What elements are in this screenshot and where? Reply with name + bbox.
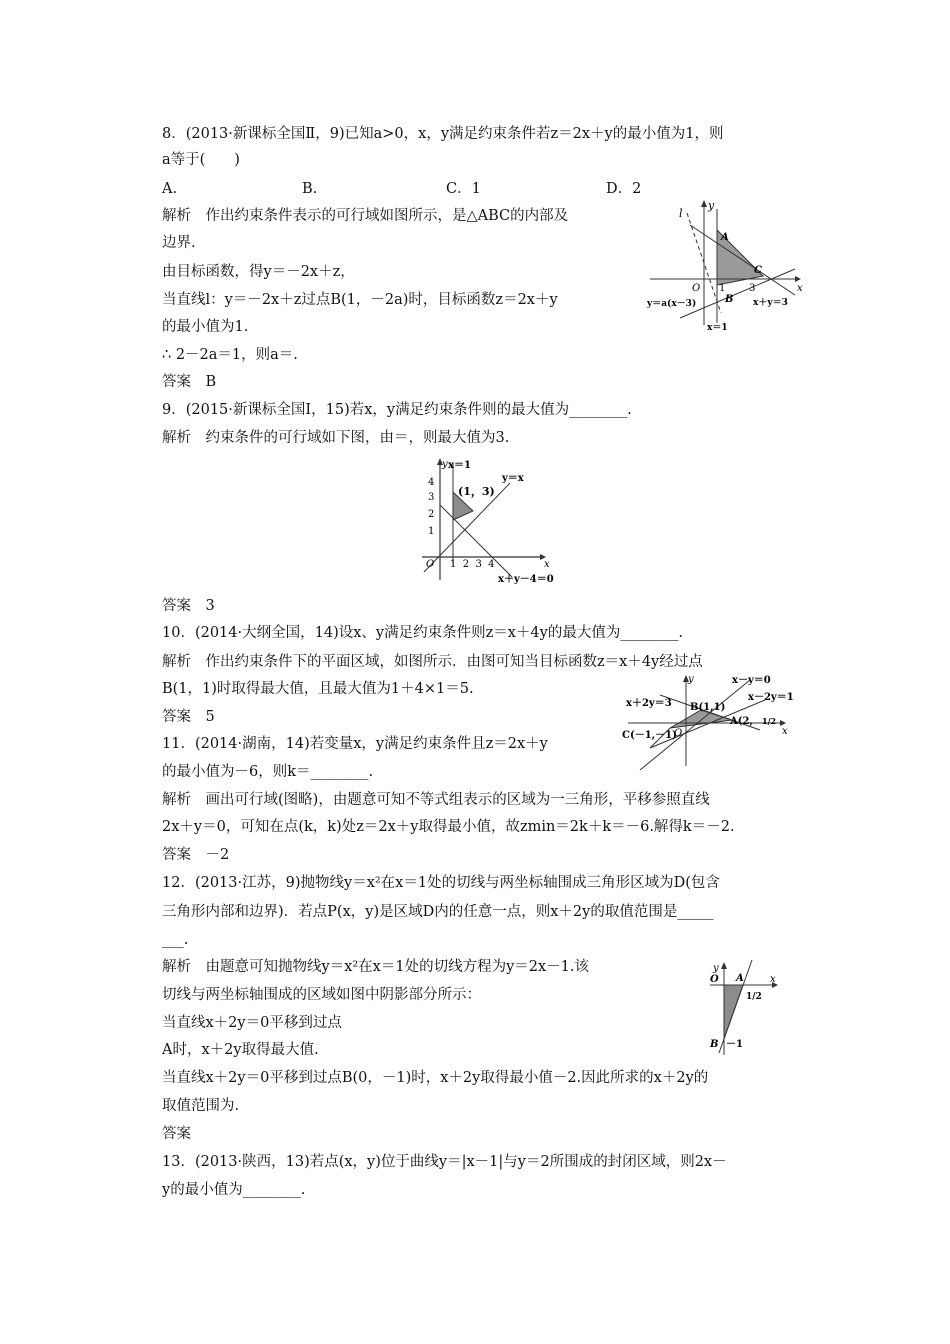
fig10-label-o: O xyxy=(674,728,683,739)
p8-line2: a等于( ) xyxy=(162,152,240,168)
fig9-tick-3: 3 xyxy=(428,492,435,503)
p8-option-d: D．2 xyxy=(606,181,642,197)
p10-line1: 10．(2014·大纲全国，14)设x、y满足约束条件则z＝x＋4y的最大值为________. xyxy=(162,625,683,641)
fig12-label-o: O xyxy=(710,974,719,985)
p8-solution-1: 解析 作出约束条件表示的可行域如图所示，是△ABC的内部及 xyxy=(162,208,569,224)
fig8-label-x: x xyxy=(797,283,803,294)
fig10-label-y: y xyxy=(688,674,694,685)
figure-10 xyxy=(620,670,795,770)
p8-answer: 答案 B xyxy=(162,374,217,390)
p9-line1: 9．(2015·新课标全国Ⅰ，15)若x，y满足约束条件则的最大值为________. xyxy=(162,402,632,418)
fig8-label-1: 1 xyxy=(719,283,726,294)
fig10-label-l1: x－y＝0 xyxy=(732,675,771,686)
fig10-label-c: C(－1,－1) xyxy=(622,730,677,741)
p12-solution-5: 当直线x＋2y＝0平移到过点B(0，－1)时，x＋2y取得最小值－2.因此所求的x＋2y的 xyxy=(162,1070,709,1086)
fig9-label-x: x xyxy=(544,559,550,570)
p8-solution-2: 边界. xyxy=(162,235,196,251)
p11-solution-1: 解析 画出可行域(图略)，由题意可知不等式组表示的区域为一三角形，平移参照直线 xyxy=(162,792,710,808)
p9-answer: 答案 3 xyxy=(162,598,215,614)
p8-solution-4: 当直线l：y＝－2x＋z过点B(1，－2a)时，目标函数z＝2x＋y xyxy=(162,292,558,308)
fig9-tick-4: 4 xyxy=(428,477,435,488)
fig12-label-a: A xyxy=(736,973,744,984)
fig12-label-x: x xyxy=(770,974,776,985)
fig10-label-half: 1/2 xyxy=(762,716,777,726)
p12-line1: 12．(2013·江苏，9)抛物线y＝x²在x＝1处的切线与两坐标轴围成三角形区域为D(包含 xyxy=(162,875,720,891)
fig12-label-half: 1/2 xyxy=(746,992,762,1002)
fig9-label-point: (1，3) xyxy=(458,485,495,498)
x-axis-arrow xyxy=(795,276,801,282)
p12-solution-1: 解析 由题意可知抛物线y＝x²在x＝1处的切线方程为y＝2x－1.该 xyxy=(162,959,590,975)
y-axis-arrow xyxy=(721,962,727,969)
p11-answer: 答案 －2 xyxy=(162,847,230,863)
fig9-tick-1: 1 xyxy=(428,526,435,537)
fig10-label-l2: x－2y＝1 xyxy=(748,692,794,703)
fig8-label-line2: x＋y＝3 xyxy=(753,298,788,308)
fig8-label-line1: y＝a(x－3) xyxy=(647,299,697,309)
p9-solution-1: 解析 约束条件的可行域如下图，由＝，则最大值为3. xyxy=(162,430,510,446)
fig8-label-line3: x＝1 xyxy=(707,323,728,333)
fig9-label-y: y xyxy=(442,459,448,470)
fig8-label-b: B xyxy=(725,294,734,305)
p12-line2: 三角形内部和边界)．若点P(x，y)是区域D内的任意一点，则x＋2y的取值范围是_____ xyxy=(162,904,714,920)
fig8-label-a: A xyxy=(721,232,729,243)
p8-solution-5: 的最小值为1. xyxy=(162,319,249,335)
p12-solution-6: 取值范围为. xyxy=(162,1098,240,1114)
p8-solution-6: ∴ 2－2a＝1，则a＝. xyxy=(162,347,298,363)
figure-8 xyxy=(645,195,810,335)
p12-solution-4: A时，x＋2y取得最大值. xyxy=(162,1042,319,1058)
p8-solution-3: 由目标函数，得y＝－2x＋z， xyxy=(162,264,355,280)
fig9-label-yx: y＝x xyxy=(502,473,524,484)
fig12-label-y: y xyxy=(713,963,719,974)
p10-answer: 答案 5 xyxy=(162,709,215,725)
fig9-label-line: x＋y－4＝0 xyxy=(498,574,554,585)
p11-line1: 11．(2014·湖南，14)若变量x，y满足约束条件且z＝2x＋y xyxy=(162,736,548,752)
p10-solution-1: 解析 作出约束条件下的平面区域，如图所示．由图可知当目标函数z＝x＋4y经过点 xyxy=(162,654,703,670)
p8-option-b: B. xyxy=(302,181,318,197)
figure-9 xyxy=(412,455,557,590)
fig8-label-y: y xyxy=(708,199,715,212)
fig9-tick-2: 2 xyxy=(428,509,435,520)
fig12-label-b: B xyxy=(710,1039,719,1050)
fig8-label-l: l xyxy=(679,207,683,220)
fig9-label-x1: x＝1 xyxy=(448,460,471,471)
p12-line3: ___. xyxy=(162,932,189,948)
fig12-label-minus1: －1 xyxy=(726,1039,743,1050)
fig10-label-x: x xyxy=(782,726,788,737)
fig8-label-3: 3 xyxy=(749,283,756,294)
p12-answer: 答案 xyxy=(162,1126,191,1142)
p13-line1: 13．(2013·陕西，13)若点(x，y)位于曲线y＝|x－1|与y＝2所围成的封闭区域，则2x－ xyxy=(162,1154,727,1170)
p11-solution-2: 2x＋y＝0，可知在点(k，k)处z＝2x＋y取得最小值，故zmin＝2k＋k＝－6.解得k＝－2. xyxy=(162,819,735,835)
fig8-label-o: O xyxy=(692,283,701,294)
p8-line1: 8．(2013·新课标全国Ⅱ，9)已知a>0，x，y满足约束条件若z＝2x＋y的最小值为1，则 xyxy=(162,126,724,142)
p8-option-a: A. xyxy=(162,181,178,197)
fig10-label-l3: x＋2y＝3 xyxy=(626,698,672,709)
p13-line2: y的最小值为________. xyxy=(162,1182,306,1198)
fig9-label-o: O xyxy=(426,559,435,570)
p11-line2: 的最小值为－6，则k＝________. xyxy=(162,764,374,780)
figure-12 xyxy=(700,955,790,1060)
p8-option-c: C．1 xyxy=(446,181,481,197)
fig10-label-a: A(2, xyxy=(730,716,753,727)
fig9-x-ticks: 1 2 3 4 xyxy=(450,559,495,570)
p12-solution-2: 切线与两坐标轴围成的区域如图中阴影部分所示： xyxy=(162,987,481,1003)
fig8-label-c: C xyxy=(754,265,762,276)
p10-solution-2: B(1，1)时取得最大值，且最大值为1＋4×1＝5. xyxy=(162,681,474,697)
y-axis-arrow xyxy=(701,200,707,207)
line-x-plus-y-3 xyxy=(690,225,795,295)
fig10-label-b: B(1,1) xyxy=(690,702,726,713)
p12-solution-3: 当直线x＋2y＝0平移到过点 xyxy=(162,1015,342,1031)
